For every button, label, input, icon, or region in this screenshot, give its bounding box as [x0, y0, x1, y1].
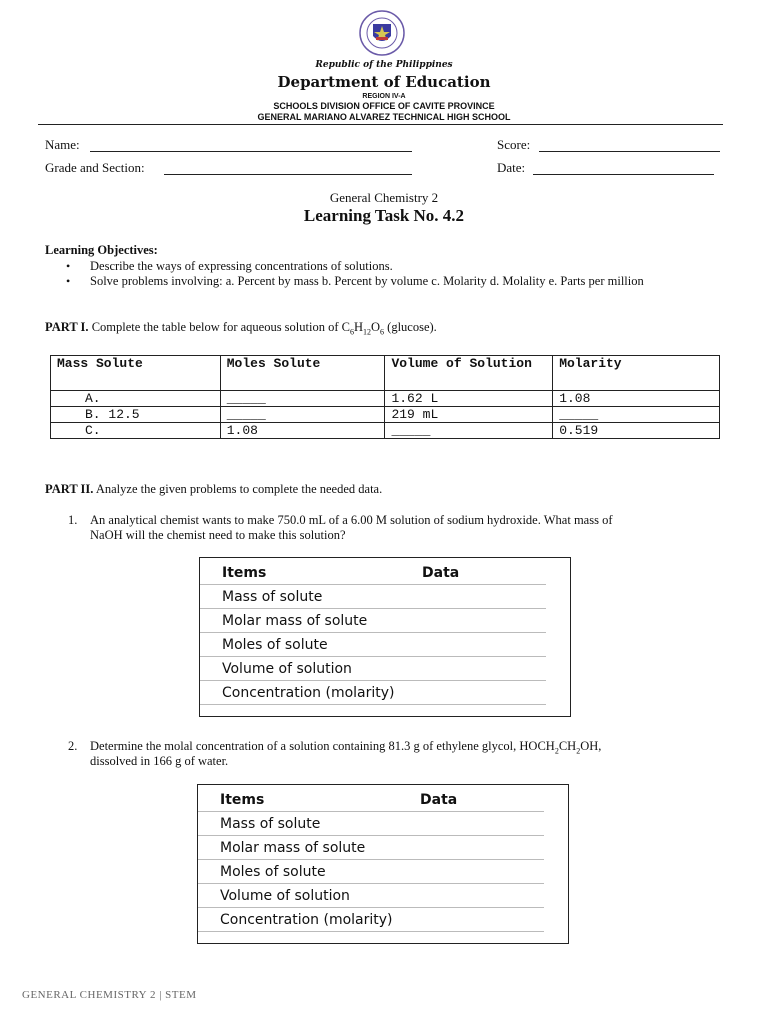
item-label: Volume of solution [198, 884, 544, 908]
items-row [198, 908, 544, 932]
table-cell[interactable]: _____ [385, 423, 553, 439]
part1-instruction [45, 320, 745, 340]
items-grid [198, 788, 544, 932]
problem-number: 1. [68, 513, 78, 527]
table-cell[interactable]: _____ [220, 407, 385, 423]
part2-label: PART II. [45, 482, 94, 496]
grade-section-field[interactable] [164, 160, 412, 175]
data-header: Data [420, 788, 544, 812]
subscript: 6 [380, 327, 385, 337]
header-cell: Mass Solute [51, 356, 221, 391]
school-text: GENERAL MARIANO ALVAREZ TECHNICAL HIGH SCHOOL [257, 112, 511, 122]
items-table-1 [199, 557, 571, 717]
division-text: SCHOOLS DIVISION OFFICE OF CAVITE PROVINCE [273, 101, 495, 111]
items-header-row [200, 561, 546, 585]
header-cell: Volume of Solution [385, 356, 553, 391]
table-cell: 1.08 [220, 423, 385, 439]
bullet-icon: • [66, 274, 71, 288]
header-cell: Moles Solute [220, 356, 385, 391]
table-cell: 1.62 L [385, 391, 553, 407]
date-field[interactable] [533, 160, 714, 175]
table-row [51, 423, 720, 439]
table-row [51, 391, 720, 407]
problem1-line: NaOH will the chemist need to make this solution? [90, 528, 346, 542]
item-label: Molar mass of solute [200, 609, 546, 633]
task-title: Learning Task No. 4.2 [303, 206, 465, 225]
table-cell: 0.519 [553, 423, 720, 439]
items-header-row [198, 788, 544, 812]
data-header: Data [422, 561, 546, 585]
item-label: Moles of solute [198, 860, 544, 884]
part1-text: H [353, 320, 364, 334]
items-row [200, 657, 546, 681]
part1-text: (glucose). [384, 320, 437, 334]
header-divider [38, 124, 723, 125]
date-label: Date: [497, 160, 526, 175]
part1-text: O [371, 320, 381, 334]
part1-text: Complete the table below for aqueous solution of C [91, 320, 350, 334]
item-label: Mass of solute [198, 812, 544, 836]
items-table-2 [197, 784, 569, 944]
items-row [200, 609, 546, 633]
problem2-text: Determine the molal concentration of a solution containing 81.3 g of ethylene glycol, HOCH [90, 739, 555, 753]
problem2-text: CH [558, 739, 577, 753]
region-text: REGION IV-A [362, 93, 406, 100]
subscript: 2 [576, 746, 581, 756]
score-label: Score: [497, 137, 531, 152]
table-cell: 219 mL [385, 407, 553, 423]
item-label: Moles of solute [200, 633, 546, 657]
bullet-icon: • [66, 259, 71, 273]
item-label: Volume of solution [200, 657, 546, 681]
items-row [198, 884, 544, 908]
deped-seal-icon [359, 10, 405, 56]
items-grid [200, 561, 546, 705]
problem-number: 2. [68, 739, 78, 753]
part2-instruction [45, 482, 382, 497]
objectives-heading: Learning Objectives: [45, 243, 158, 257]
table-cell: B. 12.5 [51, 407, 221, 423]
glucose-table [50, 355, 720, 439]
items-row [200, 633, 546, 657]
table-header-row [51, 356, 720, 391]
header-cell: Molarity [553, 356, 720, 391]
table-cell: 1.08 [553, 391, 720, 407]
items-header: Items [200, 561, 422, 585]
items-row [198, 860, 544, 884]
table-cell: C. [51, 423, 221, 439]
name-label: Name: [45, 137, 80, 152]
part1-label: PART I. [45, 320, 89, 334]
problem2-text: OH, [580, 739, 602, 753]
grade-section-label: Grade and Section: [45, 160, 145, 175]
objective-item: Describe the ways of expressing concentrations of solutions. [90, 259, 393, 273]
republic-text: Republic of the Philippines [315, 60, 453, 70]
subscript: 12 [363, 327, 372, 337]
table-cell[interactable]: _____ [220, 391, 385, 407]
page-footer: GENERAL CHEMISTRY 2 | STEM [22, 989, 197, 1001]
table-cell[interactable]: _____ [553, 407, 720, 423]
items-row [200, 681, 546, 705]
table-cell: A. [51, 391, 221, 407]
subject-title: General Chemistry 2 [329, 190, 439, 205]
item-label: Mass of solute [200, 585, 546, 609]
item-label: Molar mass of solute [198, 836, 544, 860]
department-text: Department of Education [277, 73, 491, 91]
name-field[interactable] [90, 137, 412, 152]
subscript: 2 [554, 746, 559, 756]
part2-text: Analyze the given problems to complete the needed data. [95, 482, 383, 496]
score-field[interactable] [539, 137, 720, 152]
item-label: Concentration (molarity) [200, 681, 546, 705]
objective-item: Solve problems involving: a. Percent by mass b. Percent by volume c. Molarity d. Molality e. Parts per million [90, 274, 644, 288]
items-header: Items [198, 788, 420, 812]
problem2-line: dissolved in 166 g of water. [90, 754, 229, 768]
items-row [198, 812, 544, 836]
items-row [198, 836, 544, 860]
problem1-line: An analytical chemist wants to make 750.0 mL of a 6.00 M solution of sodium hydroxide. What mass of [90, 513, 613, 527]
subscript: 6 [349, 327, 354, 337]
items-row [200, 585, 546, 609]
table-row [51, 407, 720, 423]
item-label: Concentration (molarity) [198, 908, 544, 932]
